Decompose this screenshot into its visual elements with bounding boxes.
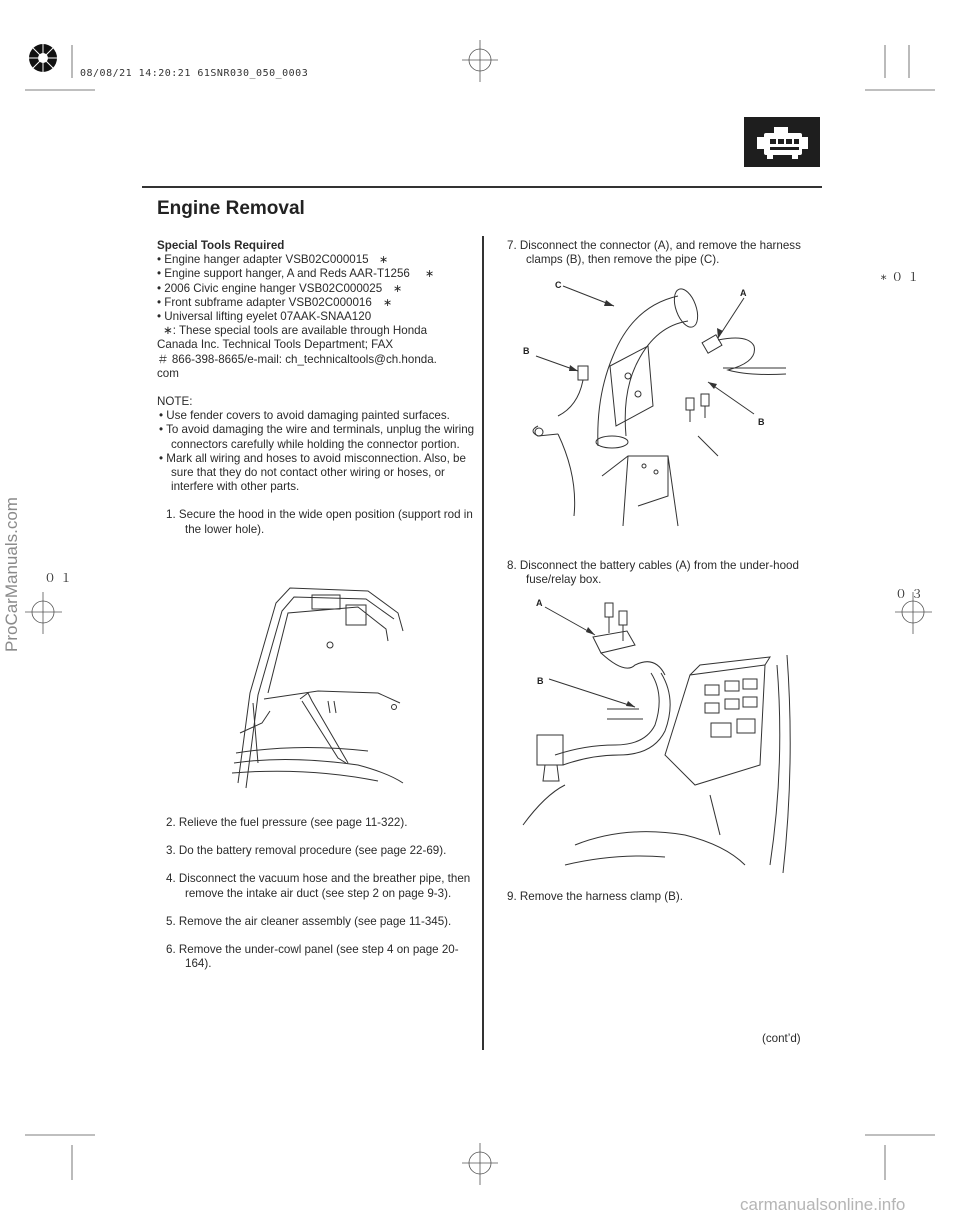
- step-item: 6. Remove the under-cowl panel (see step 4 on page 20-164).: [166, 943, 459, 971]
- hood-figure: [228, 583, 410, 798]
- section-icon-box: [744, 117, 820, 167]
- step-item: 3. Do the battery removal procedure (see page 22-69).: [166, 844, 447, 858]
- label-a: A: [536, 598, 543, 608]
- engine-icon: [744, 117, 820, 167]
- step-8: 8. Disconnect the battery cables (A) from the under-hood fuse/relay box.: [507, 559, 799, 587]
- tool-item: • Engine support hanger, A and Reds AAR-T1256 ∗: [157, 267, 435, 281]
- footnote-line: ∗: These special tools are available through Honda: [163, 324, 428, 338]
- tool-item: • Front subframe adapter VSB02C000016 ∗: [157, 295, 393, 309]
- label-a: A: [740, 288, 747, 298]
- tool-item: • Engine hanger adapter VSB02C000015 ∗: [157, 253, 389, 267]
- note-item: • Mark all wiring and hoses to avoid misconnection. Also, be sure that they do not contact other wiring or hoses, or interfere with other parts.: [159, 451, 466, 494]
- step-9: 9. Remove the harness clamp (B).: [507, 890, 683, 903]
- edge-mark-left-mid: ０１: [44, 571, 77, 585]
- edge-mark-top-right: ∗０１: [880, 270, 924, 284]
- label-c: C: [555, 280, 562, 290]
- tool-item: • Universal lifting eyelet 07AAK-SNAA120: [157, 310, 372, 324]
- bottom-watermark: carmanualsonline.info: [740, 1195, 906, 1214]
- left-steps: [166, 816, 476, 971]
- print-timestamp: 08/08/21 14:20:21 61SNR030_050_0003: [80, 68, 309, 79]
- header-rule: [142, 186, 822, 188]
- footnote-line: Canada Inc. Technical Tools Department; FAX: [157, 338, 394, 352]
- step-item: 1. Secure the hood in the wide open position (support rod in the lower hole).: [166, 508, 473, 536]
- battery-cables-illustration: [515, 595, 795, 873]
- footnote-line: ＃ 866-398-8665/e-mail: ch_technicaltools@ch.honda.: [157, 352, 437, 366]
- battery-cables-figure: [515, 595, 795, 873]
- hood-open-illustration: [228, 583, 410, 798]
- edge-mark-right-mid: ０３: [895, 587, 928, 601]
- note-heading: NOTE:: [157, 395, 193, 409]
- step-item: 4. Disconnect the vacuum hose and the breather pipe, then remove the intake air duct (see step 2 on page 9-3).: [166, 872, 471, 900]
- side-watermark: ProCarManuals.com: [2, 497, 21, 652]
- footnote-line: com: [157, 366, 179, 380]
- tools-heading: Special Tools Required: [157, 239, 285, 252]
- step-item: 5. Remove the air cleaner assembly (see page 11-345).: [166, 914, 452, 928]
- intake-pipe-figure: [518, 276, 790, 538]
- step-7: 7. Disconnect the connector (A), and remove the harness clamps (B), then remove the pipe (C).: [507, 239, 801, 267]
- page-title: Engine Removal: [157, 198, 305, 219]
- step-item: 2. Relieve the fuel pressure (see page 11-322).: [166, 816, 408, 829]
- label-b: B: [537, 676, 544, 686]
- label-b: B: [523, 346, 530, 356]
- label-b: B: [758, 417, 765, 427]
- note-item: • Use fender covers to avoid damaging painted surfaces.: [159, 409, 450, 423]
- continued-label: (cont’d): [762, 1032, 801, 1045]
- left-column: [157, 239, 475, 537]
- column-divider: [482, 236, 484, 1050]
- tool-item: • 2006 Civic engine hanger VSB02C000025 ∗: [157, 281, 403, 295]
- intake-pipe-illustration: [518, 276, 790, 538]
- note-item: • To avoid damaging the wire and terminals, unplug the wiring connectors carefully while holding the connector portion.: [159, 423, 475, 451]
